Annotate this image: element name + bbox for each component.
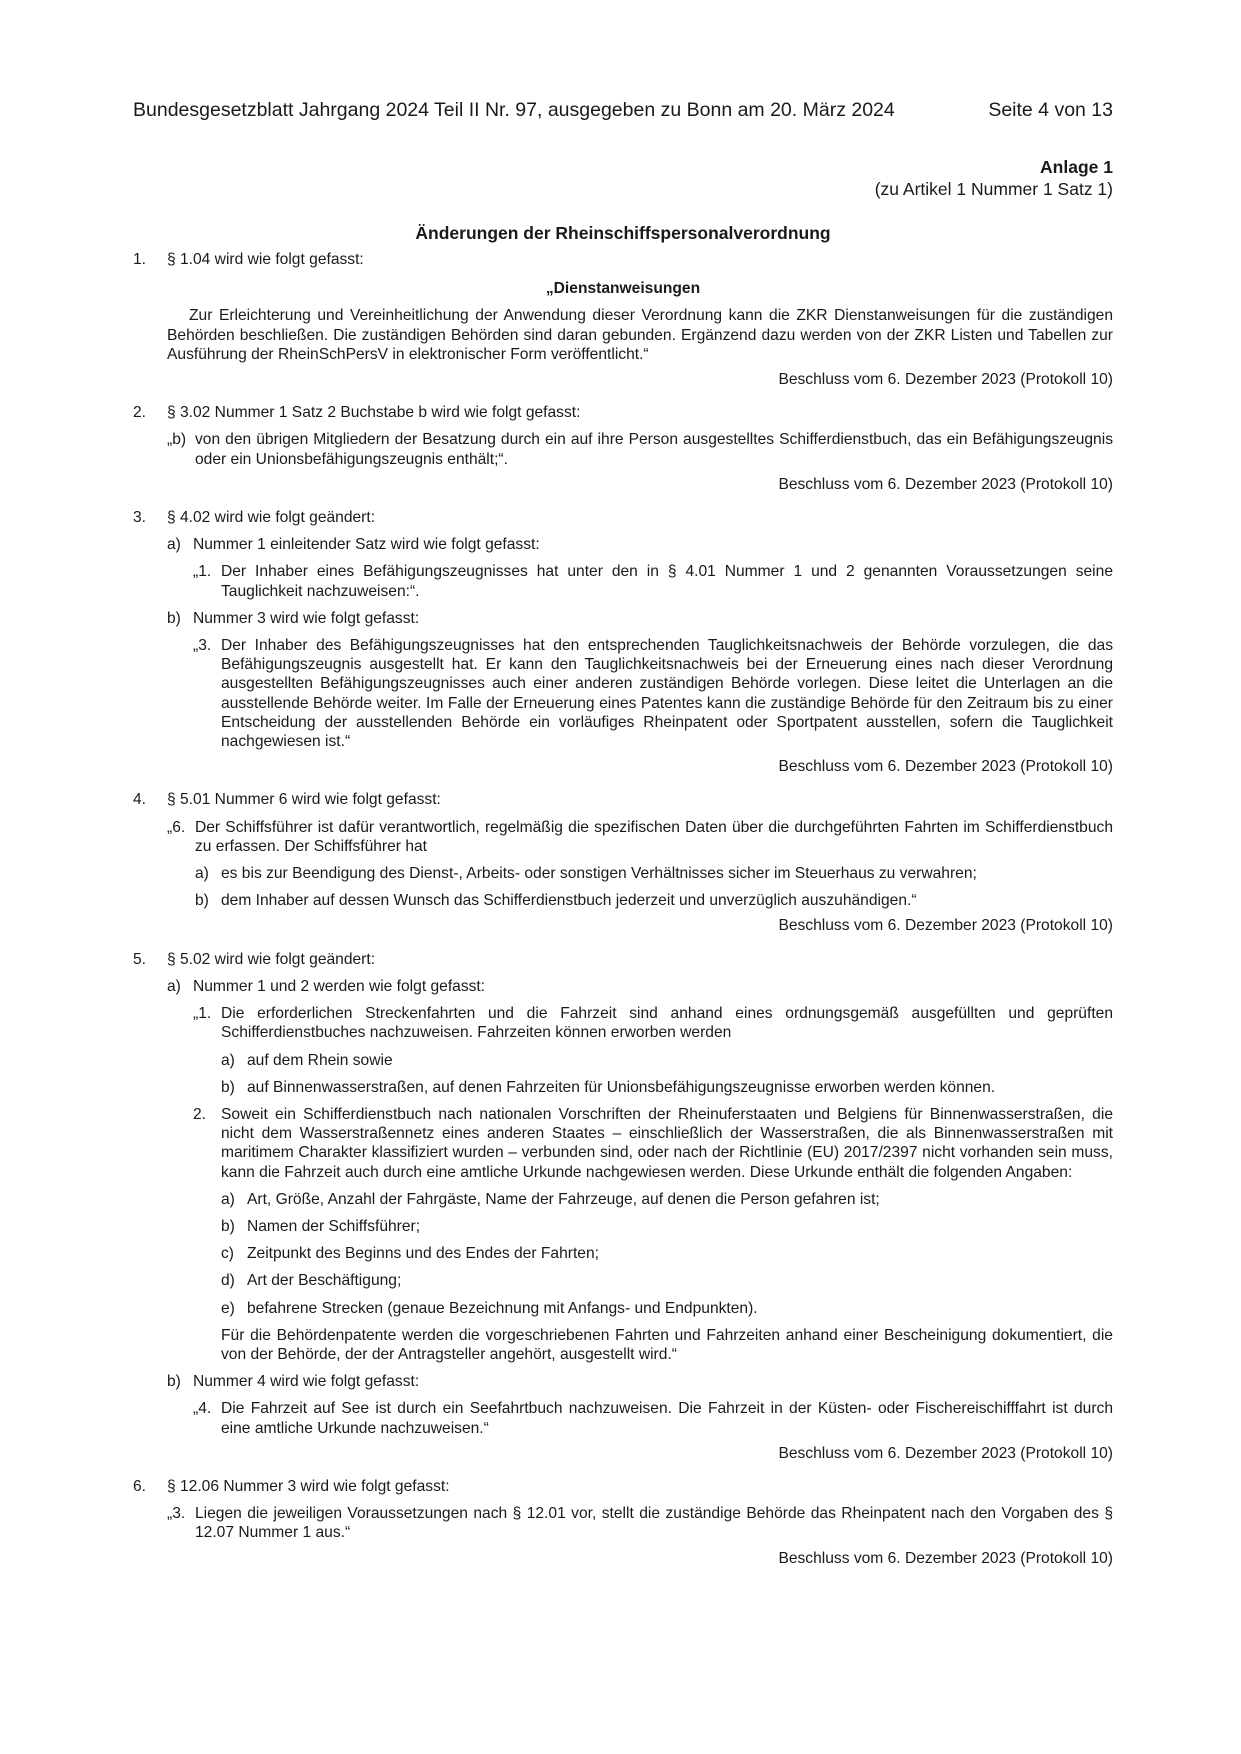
item-text: § 3.02 Nummer 1 Satz 2 Buchstabe b wird wie folgt gefasst:	[167, 404, 581, 422]
quoted-text	[193, 562, 1113, 600]
quote-body: Die erforderlichen Streckenfahrten und die Fahrzeit sind anhand eines ordnungsgemäß ausgefüllten und geprüften Schifferdienstbuches nachzuweisen. Fahrzeiten können erworben werden	[221, 1005, 1113, 1042]
item-text: § 4.02 wird wie folgt geändert:	[167, 509, 376, 527]
section-heading: „Dienstanweisungen	[545, 280, 701, 298]
quote-list-item	[195, 891, 1113, 910]
quote-body: Der Schiffsführer ist dafür verantwortlich, regelmäßig die spezifischen Daten über die durchgeführten Fahrten im Schifferdienstbuch zu erfassen. Der Schiffsführer hat	[195, 818, 1113, 855]
quote-label: „4.	[193, 1400, 212, 1418]
resolution-note: Beschluss vom 6. Dezember 2023 (Protokoll 10)	[778, 917, 1113, 935]
item-text: § 5.01 Nummer 6 wird wie folgt gefasst:	[167, 791, 441, 809]
quote-body: Soweit ein Schifferdienstbuch nach nationalen Vorschriften der Rheinuferstaaten und Belgiens für Binnenwasserstraßen, die nicht dem Wasserstraßennetz eines anderen Staates – einschließlich der Wasserstraßen, die als Binnenwasserstraßen mit maritimem Charakter klassifiziert wurden – verbunden sind, oder nach der Richtlinie (EU) 2017/2397 nicht vorhanden sein muss, kann die Fahrzeit auch durch eine amtliche Urkunde nachgewiesen werden. Diese Urkunde enthält die folgenden Angaben:	[221, 1105, 1113, 1181]
resolution-note: Beschluss vom 6. Dezember 2023 (Protokoll 10)	[778, 758, 1113, 776]
item-number: 2.	[133, 404, 147, 422]
amendments-list	[133, 250, 1113, 1568]
list-label: e)	[221, 1299, 235, 1317]
quote-list-item	[221, 1271, 1113, 1290]
resolution-note: Beschluss vom 6. Dezember 2023 (Protokoll 10)	[778, 1444, 1113, 1462]
list-text: Art, Größe, Anzahl der Fahrgäste, Name der Fahrzeuge, auf denen die Person gefahren ist;	[247, 1190, 880, 1208]
running-header	[133, 98, 1113, 122]
header-publication: Bundesgesetzblatt Jahrgang 2024 Teil II Nr. 97, ausgegeben zu Bonn am 20. März 2024	[133, 99, 895, 121]
amendment-5	[133, 950, 1113, 969]
item-text: § 1.04 wird wie folgt gefasst:	[167, 251, 364, 268]
list-text: auf Binnenwasserstraßen, auf denen Fahrzeiten für Unionsbefähigungszeugnisse erworben werden können.	[247, 1078, 996, 1096]
quote-label: 2.	[193, 1105, 207, 1123]
quote-list-item	[221, 1078, 1113, 1097]
amendment-3	[133, 508, 1113, 527]
quote-label: „6.	[167, 818, 186, 836]
item-number: 3.	[133, 509, 147, 527]
quote-body: von den übrigen Mitgliedern der Besatzung durch ein auf ihre Person ausgestelltes Schifferdienstbuch, das ein Befähigungszeugnis oder ein Unionsbefähigungszeugnis enthält;“.	[195, 431, 1113, 468]
header-page-number: Seite 4 von 13	[988, 99, 1113, 121]
quote-label: „b)	[167, 431, 187, 449]
sub-label: a)	[167, 536, 181, 554]
quote-tail-paragraph: Für die Behördenpatente werden die vorgeschriebenen Fahrten und Fahrzeiten anhand einer Bescheinigung dokumentiert, die von der Behörde, der der Antragsteller angehört, ausgestellt wird.“	[221, 1326, 1113, 1363]
item-text: § 5.02 wird wie folgt geändert:	[167, 950, 376, 968]
quoted-text	[193, 636, 1113, 751]
list-text: befahrene Strecken (genaue Bezeichnung mit Anfangs- und Endpunkten).	[247, 1299, 758, 1317]
resolution-note: Beschluss vom 6. Dezember 2023 (Protokoll 10)	[778, 371, 1113, 389]
amendment-1	[133, 250, 1113, 269]
annex-reference: (zu Artikel 1 Nummer 1 Satz 1)	[874, 179, 1113, 199]
quote-list-item	[221, 1051, 1113, 1070]
list-text: Art der Beschäftigung;	[247, 1272, 402, 1290]
annex-title: Anlage 1	[1040, 157, 1113, 177]
quoted-text	[193, 1105, 1113, 1182]
quote-body: Der Inhaber des Befähigungszeugnisses hat den entsprechenden Tauglichkeitsnachweis der Behörde vorzulegen, die das Befähigungszeugnis ausgestellt hat. Er kann den Tauglichkeitsnachweis bei der Erneuerung eines nach dieser Verordnung ausgestellten Befähigungszeugnisses auch einer anderen zuständigen Behörde vorlegen. Diese leitet die Unterlagen an die ausstellende Behörde weiter. Im Falle der Erneuerung eines Patentes kann die zuständige Behörde für den Zeitraum bis zu einer Entscheidung der ausstellenden Behörde ein vorläufiges Rheinpatent oder Sportpatent ausstellen, sofern die Tauglichkeit nachgewiesen ist.“	[221, 637, 1113, 751]
resolution-note: Beschluss vom 6. Dezember 2023 (Protokoll 10)	[778, 475, 1113, 493]
sub-text: Nummer 3 wird wie folgt gefasst:	[193, 609, 420, 627]
list-label: a)	[221, 1190, 235, 1208]
list-label: c)	[221, 1245, 234, 1263]
list-label: a)	[221, 1051, 235, 1069]
document-title: Änderungen der Rheinschiffspersonalverordnung	[415, 223, 831, 243]
item-number: 6.	[133, 1477, 147, 1495]
quote-label: „3.	[167, 1505, 186, 1523]
quote-list-item	[221, 1299, 1113, 1318]
section-body: Zur Erleichterung und Vereinheitlichung der Anwendung dieser Verordnung kann die ZKR Dienstanweisungen für die zuständigen Behörden beschließen. Die zuständigen Behörden sind daran gebunden. Ergänzend dazu werden von der ZKR Listen und Tabellen zur Ausführung der RheinSchPersV in elektronischer Form veröffentlicht.“	[167, 307, 1113, 363]
sub-text: Nummer 4 wird wie folgt gefasst:	[193, 1373, 420, 1391]
list-label: b)	[195, 892, 209, 910]
list-label: d)	[221, 1272, 235, 1290]
sub-label: b)	[167, 1373, 181, 1391]
sub-item	[167, 1372, 1113, 1391]
quoted-text	[193, 1004, 1113, 1042]
quote-body: Liegen die jeweiligen Voraussetzungen nach § 12.01 vor, stellt die zuständige Behörde das Rheinpatent nach den Vorgaben des § 12.07 Nummer 1 aus.“	[195, 1505, 1113, 1542]
quote-list-item	[221, 1190, 1113, 1209]
quoted-text	[167, 1504, 1113, 1542]
list-text: es bis zur Beendigung des Dienst-, Arbeits- oder sonstigen Verhältnisses sicher im Steuerhaus zu verwahren;	[221, 865, 977, 883]
annex-label	[875, 156, 1113, 200]
sub-label: a)	[167, 977, 181, 995]
item-number: 4.	[133, 791, 147, 809]
sub-text: Nummer 1 und 2 werden wie folgt gefasst:	[193, 977, 486, 995]
quote-label: „3.	[193, 637, 212, 655]
sub-text: Nummer 1 einleitender Satz wird wie folgt gefasst:	[193, 536, 540, 554]
list-text: Zeitpunkt des Beginns und des Endes der Fahrten;	[247, 1245, 599, 1263]
amendment-4	[133, 790, 1113, 809]
quote-list-item	[195, 864, 1113, 883]
item-number: 5.	[133, 950, 147, 968]
quoted-text	[193, 1399, 1113, 1437]
list-label: b)	[221, 1217, 235, 1235]
quoted-text	[167, 430, 1113, 468]
list-label: a)	[195, 865, 209, 883]
amendment-6	[133, 1477, 1113, 1496]
sub-item	[167, 609, 1113, 628]
quoted-text	[167, 818, 1113, 856]
sub-item	[167, 535, 1113, 554]
quote-label: „1.	[193, 563, 212, 581]
item-text: § 12.06 Nummer 3 wird wie folgt gefasst:	[167, 1477, 450, 1495]
document-page	[133, 0, 1113, 1754]
list-text: dem Inhaber auf dessen Wunsch das Schifferdienstbuch jederzeit und unverzüglich auszuhändigen.“	[221, 892, 917, 910]
list-label: b)	[221, 1078, 235, 1096]
quote-body: Die Fahrzeit auf See ist durch ein Seefahrtbuch nachzuweisen. Die Fahrzeit in der Küsten- oder Fischereischifffahrt ist durch eine amtliche Urkunde nachzuweisen.“	[221, 1400, 1113, 1437]
list-text: Namen der Schiffsführer;	[247, 1217, 421, 1235]
item-number: 1.	[133, 251, 147, 268]
resolution-note: Beschluss vom 6. Dezember 2023 (Protokoll 10)	[778, 1549, 1113, 1567]
quote-list-item	[221, 1244, 1113, 1263]
quote-list-item	[221, 1217, 1113, 1236]
sub-label: b)	[167, 609, 181, 627]
amendment-2	[133, 403, 1113, 422]
list-text: auf dem Rhein sowie	[247, 1051, 393, 1069]
quote-body: Der Inhaber eines Befähigungszeugnisses hat unter den in § 4.01 Nummer 1 und 2 genannten Voraussetzungen seine Tauglichkeit nachzuweisen:“.	[221, 563, 1113, 600]
quote-label: „1.	[193, 1005, 212, 1023]
sub-item	[167, 977, 1113, 996]
